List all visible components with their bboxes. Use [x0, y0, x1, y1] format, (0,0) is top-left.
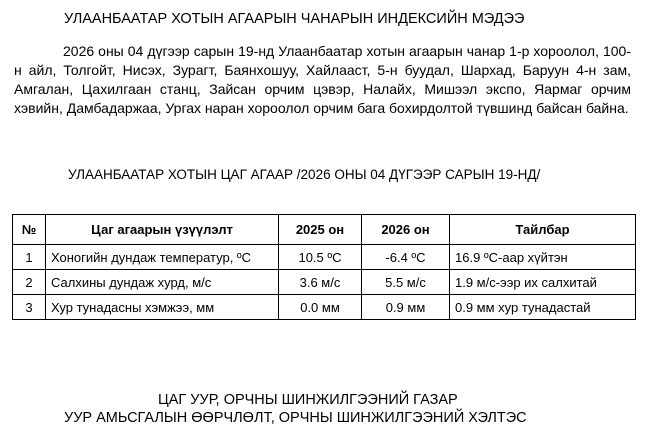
row-note: 16.9 ºC-аар хүйтэн	[450, 245, 636, 270]
header-note: Тайлбар	[450, 215, 636, 245]
table-header-row	[13, 215, 636, 245]
header-2026: 2026 он	[362, 215, 450, 245]
row-value-2026: 5.5 м/с	[362, 270, 450, 295]
header-2025: 2025 он	[279, 215, 362, 245]
row-indicator: Хоногийн дундаж температур, ºC	[46, 245, 279, 270]
table-row	[13, 245, 636, 270]
row-indicator: Салхины дундаж хурд, м/с	[46, 270, 279, 295]
row-value-2026: 0.9 мм	[362, 295, 450, 320]
row-value-2025: 3.6 м/с	[279, 270, 362, 295]
air-quality-paragraph: 2026 оны 04 дүгээр сарын 19-нд Улаанбаатар хотын агаарын чанар 1-р хороолол, 100-н айл, Толгойт, Нисэх, Зурагт, Баянхошуу, Хайлааст, 5-н буудал, Шархад, Баруун 4-н зам, Амгалан, Цахилгаан станц, Зайсан орчим цэвэр, Налайх, Мишээл экспо, Яармаг орчим хэвийн, Дамбадаржаа, Ургах наран хороолол орчим бага бохирдолтой түвшинд байсан байна.	[14, 43, 631, 116]
footer-agency: ЦАГ УУР, ОРЧНЫ ШИНЖИЛГЭЭНИЙ ГАЗАР	[158, 392, 458, 408]
row-number: 1	[13, 245, 46, 270]
weather-title: УЛААНБААТАР ХОТЫН ЦАГ АГААР /2026 ОНЫ 04 ДҮГЭЭР САРЫН 19-НД/	[68, 167, 541, 182]
table-row	[13, 295, 636, 320]
row-note: 0.9 мм хур тунадастай	[450, 295, 636, 320]
table-row	[13, 270, 636, 295]
row-value-2026: -6.4 ºC	[362, 245, 450, 270]
row-value-2025: 0.0 мм	[279, 295, 362, 320]
row-indicator: Хур тунадасны хэмжээ, мм	[46, 295, 279, 320]
document-title: УЛААНБААТАР ХОТЫН АГААРЫН ЧАНАРЫН ИНДЕКСИЙН МЭДЭЭ	[64, 11, 525, 27]
row-note: 1.9 м/с-ээр их салхитай	[450, 270, 636, 295]
row-number: 3	[13, 295, 46, 320]
row-value-2025: 10.5 ºC	[279, 245, 362, 270]
header-indicator: Цаг агаарын үзүүлэлт	[46, 215, 279, 245]
weather-table	[12, 214, 636, 320]
row-number: 2	[13, 270, 46, 295]
footer-department: УУР АМЬСГАЛЫН ӨӨРЧЛӨЛТ, ОРЧНЫ ШИНЖИЛГЭЭНИЙ ХЭЛТЭС	[64, 410, 527, 426]
header-number: №	[13, 215, 46, 245]
